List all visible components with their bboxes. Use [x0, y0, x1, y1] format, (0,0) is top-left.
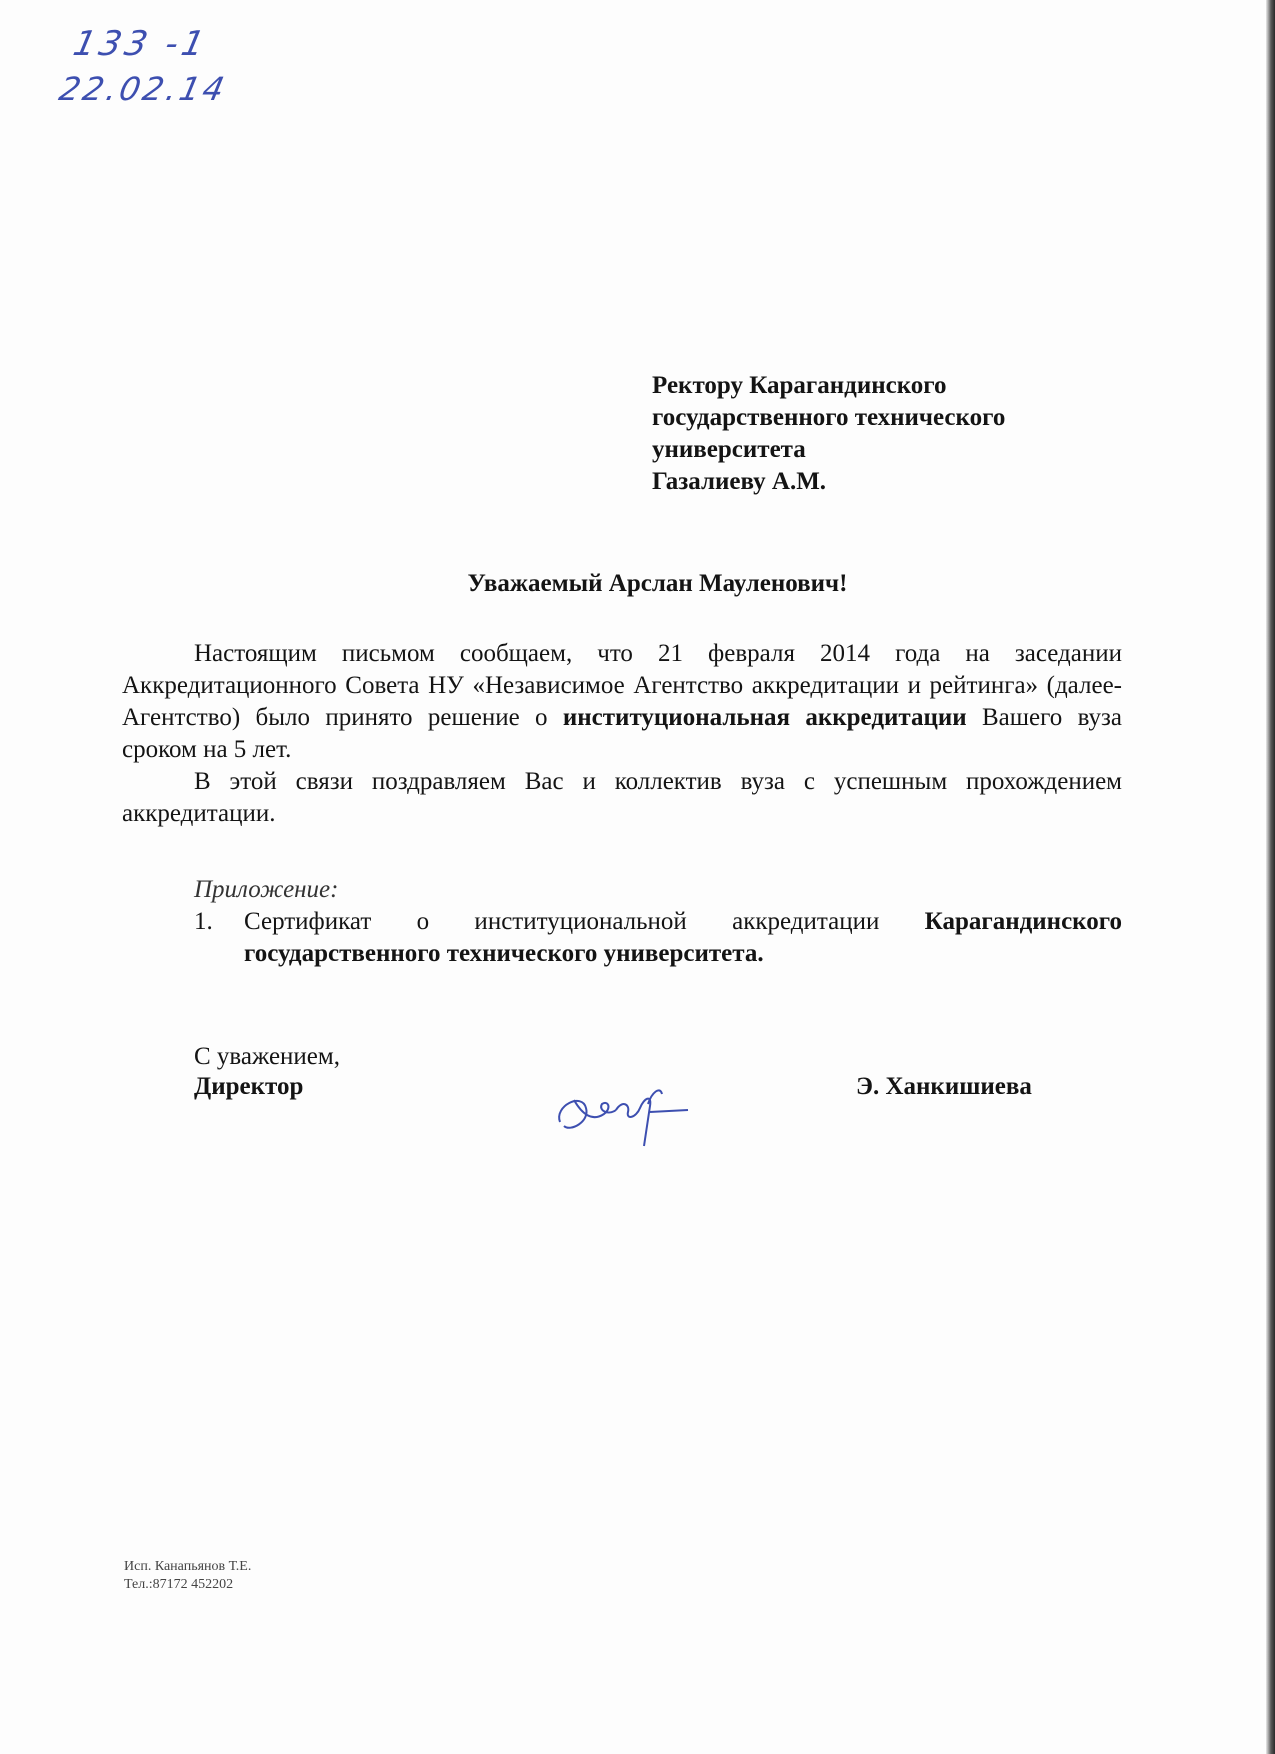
attachment-item-plain: Сертификат о институциональной аккредитации [244, 908, 925, 935]
signer-position: Директор [194, 1073, 304, 1100]
body-p1-text-end: Вашего вуза сроком на 5 лет. [122, 704, 1123, 763]
attachment-item [194, 906, 1122, 970]
footer-executor: Исп. Канапьянов Т.Е. [124, 1559, 252, 1574]
addressee-block [652, 370, 1212, 498]
body-p1-bold: институциональная аккредитации [562, 704, 967, 731]
handwritten-registration-date: 22.02.14 [55, 70, 231, 108]
footer-phone: Тел.:87172 452202 [124, 1577, 234, 1592]
letter-body [122, 638, 1122, 830]
addressee-line: Газалиеву А.М. [652, 468, 827, 495]
closing-phrase: С уважением, [194, 1043, 340, 1070]
attachment-item-bold: Карагандинского государственного технического университета. [244, 908, 1122, 967]
signer-name: Э. Ханкишиева [856, 1073, 1032, 1100]
addressee-line: университета [652, 436, 806, 463]
scan-edge-shadow [1266, 0, 1275, 1754]
attachment-item-number: 1. [194, 908, 213, 935]
attachment-label: Приложение: [194, 876, 339, 903]
footer-contacts [124, 1558, 251, 1594]
handwritten-signature [552, 1070, 692, 1150]
salutation: Уважаемый Арслан Мауленович! [467, 570, 848, 597]
body-paragraph-2: В этой связи поздравляем Вас и коллектив вуза с успешным прохождением аккредитации. [122, 768, 1122, 827]
body-paragraph-1 [122, 638, 1122, 766]
addressee-line: государственного технического [652, 404, 1006, 431]
addressee-line: Ректору Карагандинского [652, 372, 947, 399]
body-p1-text: Настоящим письмом сообщаем, что 21 февраля 2014 года на заседании Аккредитационного Совета НУ «Независимое Агентство аккредитации и рейтинга» (далее-Агентство) было принято решение о [122, 640, 1122, 731]
attachment-item-text [244, 906, 1122, 970]
handwritten-registration-number: 133 -1 [69, 24, 212, 64]
